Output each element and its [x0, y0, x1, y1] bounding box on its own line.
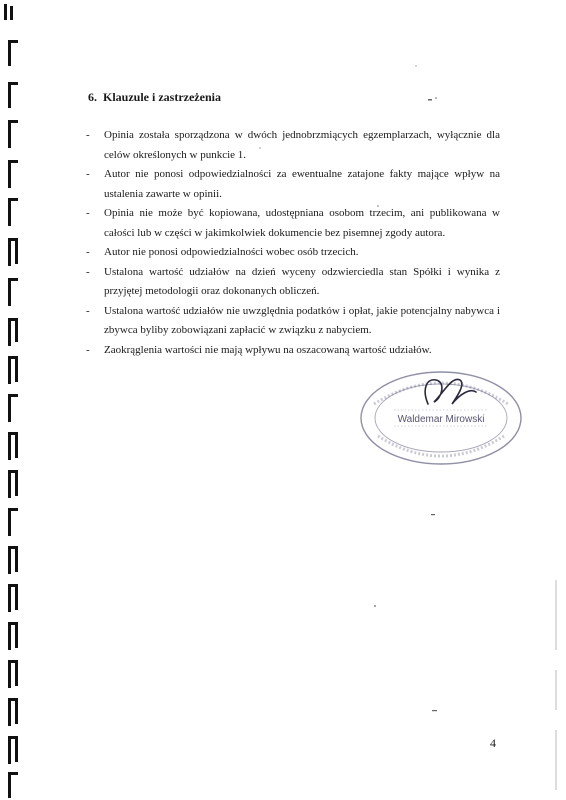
- section-number: 6.: [88, 90, 97, 104]
- list-item: [86, 243, 500, 263]
- clause-text: Ustalona wartość udziałów nie uwzględnia podatków i opłat, jakie potencjalny nabywca i zbywca byliby zobowiązani zapłacić w związku z nabyciem.: [104, 304, 500, 336]
- clause-text: Opinia została sporządzona w dwóch jednobrzmiących egzemplarzach, wyłącznie dla celów określonych w punkcie 1.: [104, 129, 500, 161]
- clause-text: Autor nie ponosi odpowiedzialności wobec osób trzecich.: [104, 246, 359, 258]
- stamp-name: Waldemar Mirowski: [397, 414, 485, 425]
- list-item: [86, 204, 500, 243]
- signature-stamp: [356, 364, 526, 472]
- list-marker: -: [86, 304, 90, 317]
- list-marker: -: [86, 265, 90, 278]
- section-heading: [88, 90, 221, 105]
- clause-text: Opinia nie może być kopiowana, udostępniana osobom trzecim, ani publikowana w całości lub w części w jakimkolwiek dokumencie bez pisemnej zgody autora.: [104, 207, 500, 239]
- clause-text: Ustalona wartość udziałów na dzień wyceny odzwierciedla stan Spółki i wynika z przyjętej metodologii oraz dokonanych obliczeń.: [104, 265, 500, 297]
- list-marker: -: [86, 343, 90, 356]
- list-item: [86, 165, 500, 204]
- clause-text: Zaokrąglenia wartości nie mają wpływu na oszacowaną wartość udziałów.: [104, 343, 432, 356]
- page-number: 4: [490, 736, 496, 750]
- clauses-list: [86, 126, 500, 360]
- scan-edge-lines: [552, 580, 560, 790]
- list-marker: -: [86, 168, 90, 180]
- clause-text: Autor nie ponosi odpowiedzialności za ewentualne zatajone fakty mające wpływ na ustalenia zawarte w opinii.: [104, 168, 500, 200]
- binding-holes-strip: [0, 0, 30, 800]
- list-item: [86, 302, 500, 341]
- list-marker: -: [86, 246, 90, 258]
- list-item: [86, 341, 500, 361]
- list-item: [86, 263, 500, 302]
- list-marker: -: [86, 129, 90, 141]
- section-title: Klauzule i zastrzeżenia: [103, 90, 221, 104]
- handwritten-signature: [425, 379, 476, 404]
- list-item: [86, 126, 500, 165]
- list-marker: -: [86, 207, 90, 219]
